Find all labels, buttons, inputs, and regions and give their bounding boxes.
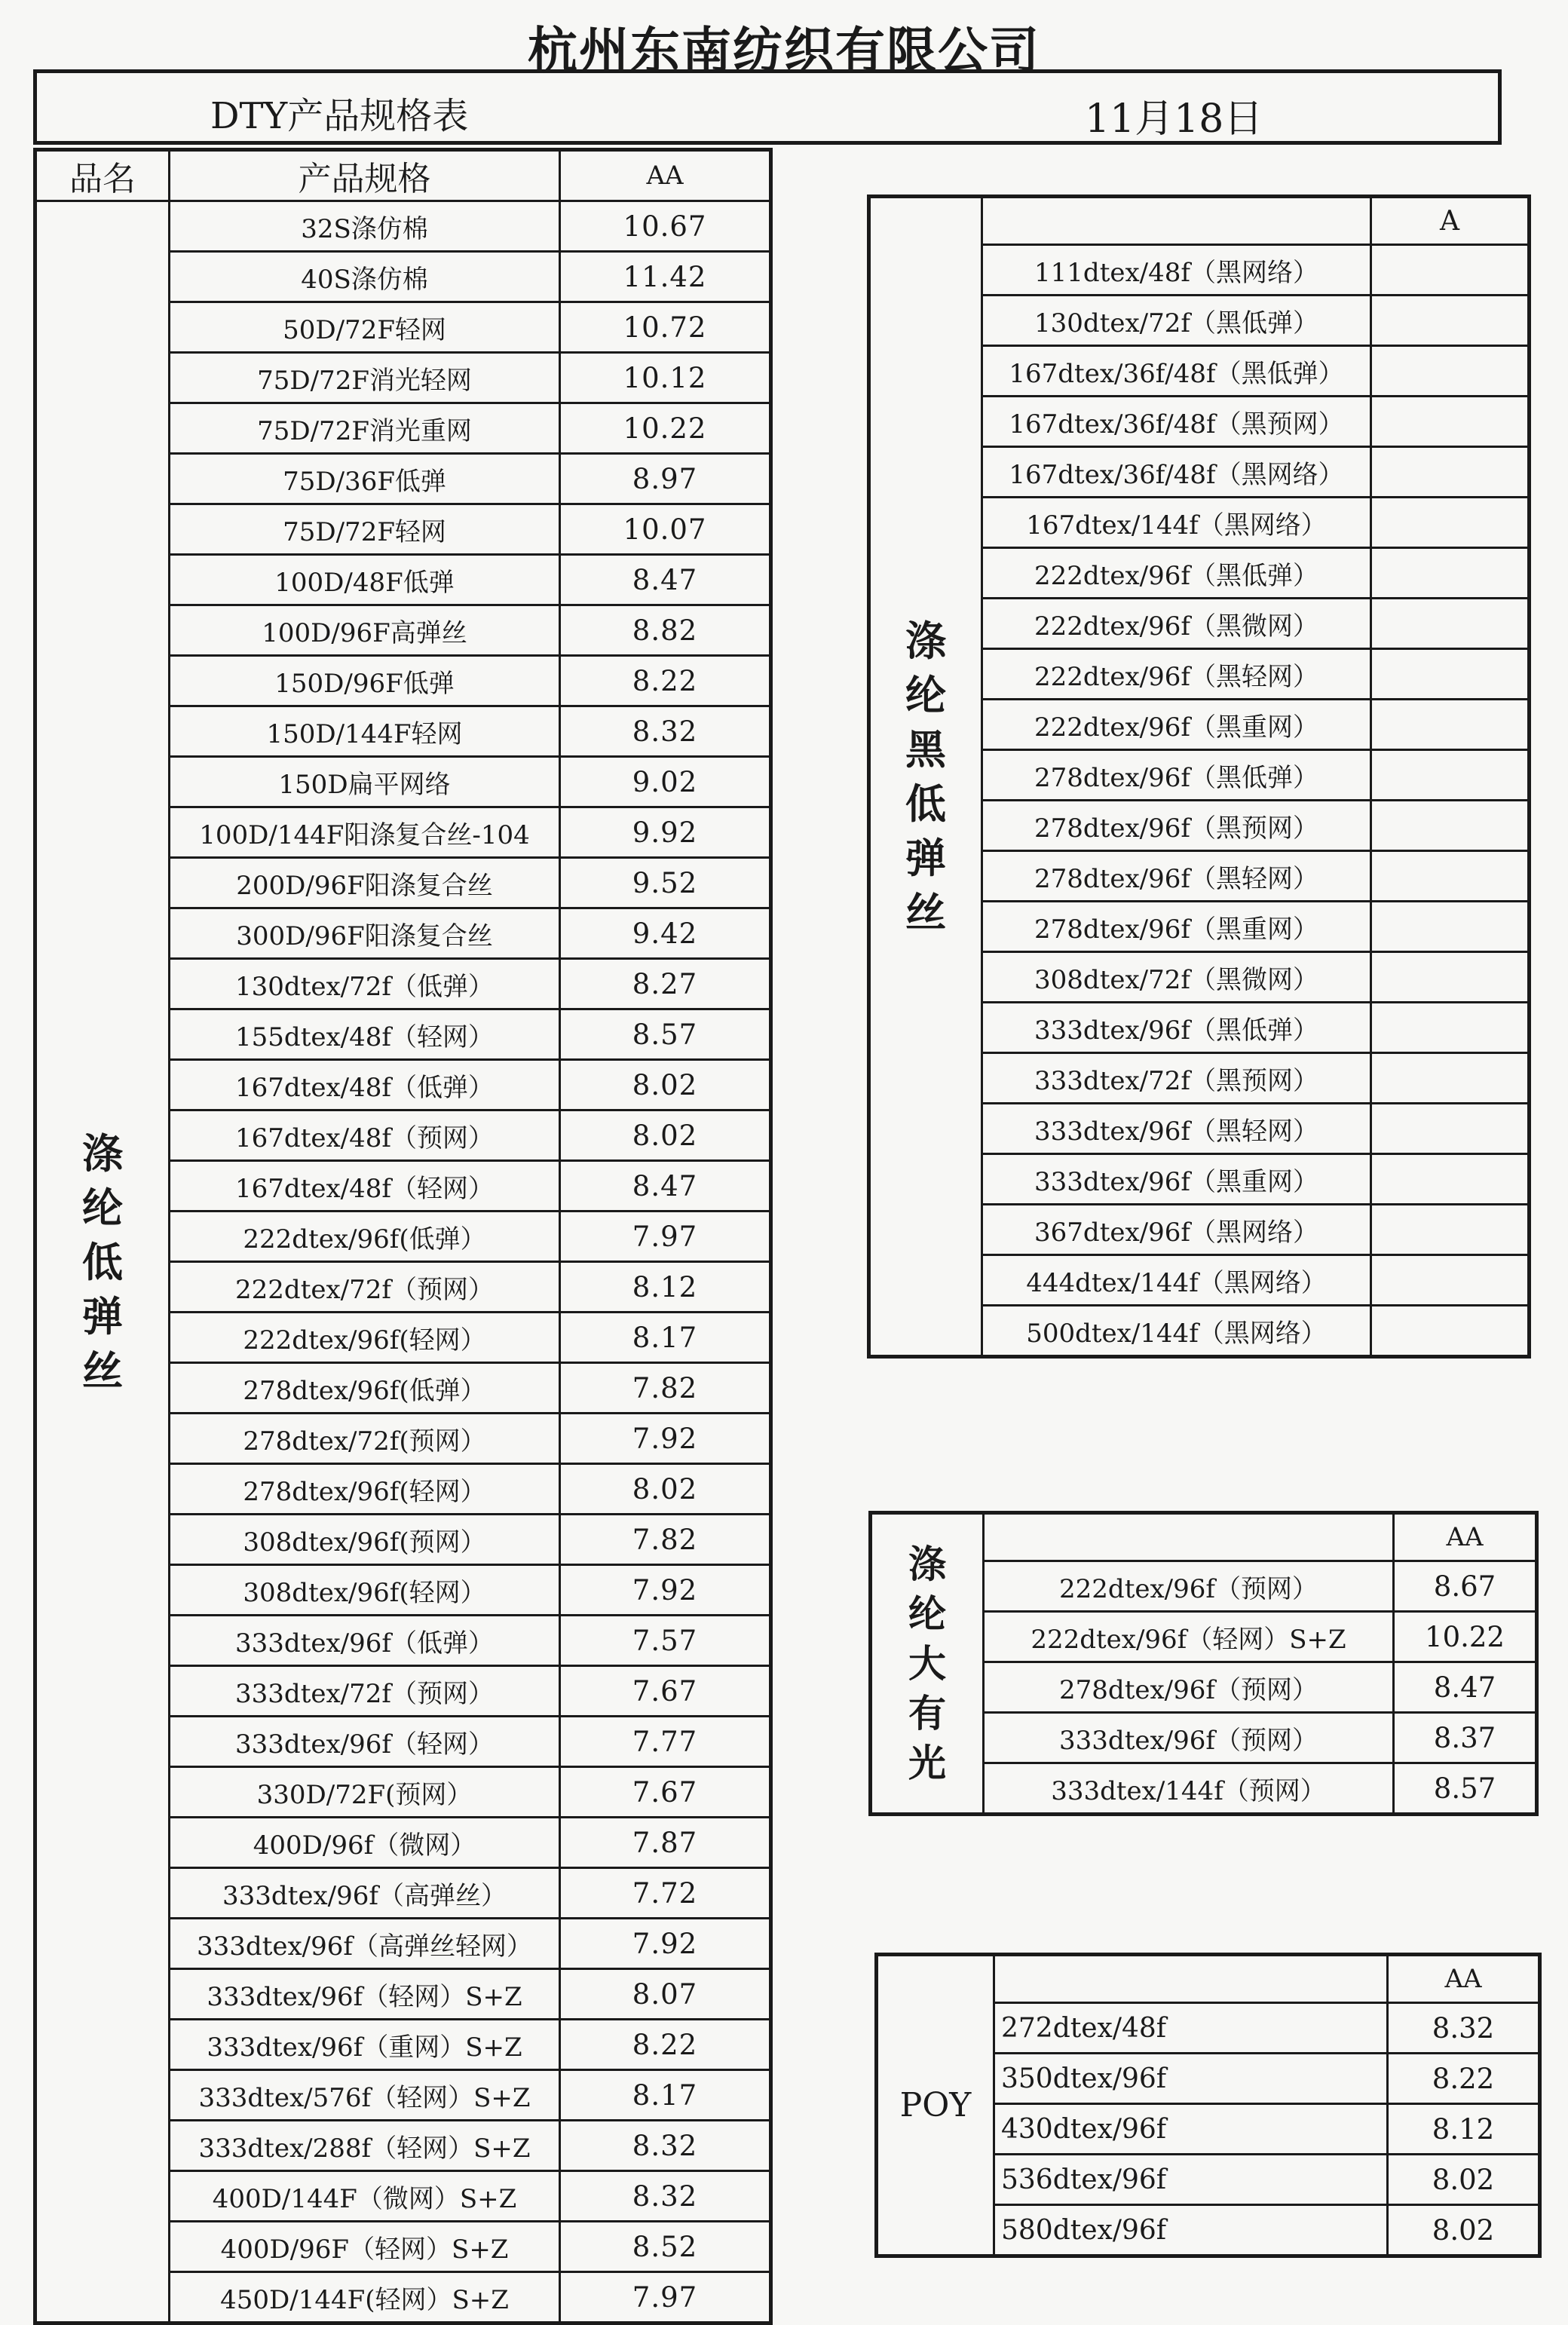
sheet-header	[33, 69, 1502, 145]
price-cell: 8.57	[560, 1009, 771, 1060]
spec-cell: 50D/72F轻网	[170, 302, 560, 353]
price-cell: 9.42	[560, 908, 771, 959]
price-cell: 10.22	[1394, 1612, 1537, 1662]
price-cell: 10.07	[560, 504, 771, 555]
spec-cell: 333dtex/96f（黑低弹）	[982, 1003, 1371, 1053]
spec-cell: 300D/96F阳涤复合丝	[170, 908, 560, 959]
header-spec-blank	[982, 197, 1371, 245]
price-cell	[1371, 1053, 1530, 1104]
black-yarn-table	[867, 195, 1531, 1359]
price-cell	[1371, 1003, 1530, 1053]
spec-cell: 333dtex/96f（高弹丝轻网）	[170, 1919, 560, 1969]
spec-cell: 222dtex/72f（预网）	[170, 1262, 560, 1313]
table-header-row	[877, 1955, 1540, 2003]
price-cell: 8.02	[1388, 2155, 1540, 2205]
spec-cell: 278dtex/72f(预网）	[170, 1414, 560, 1464]
spec-cell: 167dtex/48f（预网）	[170, 1110, 560, 1161]
category-black-low-stretch: 涤 纶 黑 低 弹 丝	[869, 197, 982, 1357]
price-cell: 10.72	[560, 302, 771, 353]
category-poy: POY	[877, 1955, 994, 2256]
spec-cell: 222dtex/96f（黑重网）	[982, 700, 1371, 750]
price-cell: 8.32	[1388, 2003, 1540, 2054]
sheet-date: 11月18日	[1085, 96, 1263, 142]
price-cell: 8.47	[560, 1161, 771, 1212]
spec-cell: 155dtex/48f（轻网）	[170, 1009, 560, 1060]
price-cell: 8.32	[560, 706, 771, 757]
spec-cell: 167dtex/36f/48f（黑低弹）	[982, 346, 1371, 397]
price-cell: 8.52	[560, 2222, 771, 2272]
header-spec-blank	[984, 1513, 1394, 1561]
spec-cell: 308dtex/72f（黑微网）	[982, 952, 1371, 1003]
spec-cell: 130dtex/72f（低弹）	[170, 959, 560, 1009]
spec-cell: 278dtex/96f（黑低弹）	[982, 750, 1371, 801]
spec-cell: 222dtex/96f(轻网）	[170, 1313, 560, 1363]
price-cell	[1371, 1205, 1530, 1255]
price-cell	[1371, 296, 1530, 346]
price-cell: 8.12	[560, 1262, 771, 1313]
spec-cell: 150D扁平网络	[170, 757, 560, 807]
spec-cell: 333dtex/72f（黑预网）	[982, 1053, 1371, 1104]
price-cell: 8.47	[560, 555, 771, 605]
spec-cell: 222dtex/96f（黑轻网）	[982, 649, 1371, 700]
price-cell: 8.17	[560, 1313, 771, 1363]
company-title: 杭州东南纺织有限公司	[528, 21, 1040, 80]
spec-cell: 278dtex/96f(轻网）	[170, 1464, 560, 1515]
spec-cell: 222dtex/96f（预网）	[984, 1561, 1394, 1612]
table-header-row	[35, 150, 771, 201]
spec-cell: 272dtex/48f	[994, 2003, 1388, 2054]
spec-cell: 333dtex/96f（高弹丝）	[170, 1868, 560, 1919]
spec-cell: 308dtex/96f(轻网）	[170, 1565, 560, 1616]
spec-cell: 333dtex/96f（黑轻网）	[982, 1104, 1371, 1154]
price-cell: 8.07	[560, 1969, 771, 2020]
spec-cell: 400D/144F（微网）S+Z	[170, 2171, 560, 2222]
price-cell: 8.02	[560, 1060, 771, 1110]
price-cell	[1371, 1306, 1530, 1357]
price-cell: 7.72	[560, 1868, 771, 1919]
spec-cell: 278dtex/96f(低弹）	[170, 1363, 560, 1414]
price-cell: 7.82	[560, 1515, 771, 1565]
spec-cell: 500dtex/144f（黑网络）	[982, 1306, 1371, 1357]
header-grade: AA	[560, 150, 771, 201]
spec-cell: 367dtex/96f（黑网络）	[982, 1205, 1371, 1255]
price-cell	[1371, 649, 1530, 700]
spec-cell: 167dtex/48f（轻网）	[170, 1161, 560, 1212]
dty-main-table	[33, 148, 773, 2325]
price-cell: 8.02	[560, 1110, 771, 1161]
price-cell: 8.37	[1394, 1713, 1537, 1763]
price-cell: 7.67	[560, 1767, 771, 1818]
spec-cell: 75D/72F消光重网	[170, 403, 560, 454]
price-cell	[1371, 599, 1530, 649]
spec-cell: 333dtex/144f（预网）	[984, 1763, 1394, 1815]
spec-cell: 333dtex/72f（预网）	[170, 1666, 560, 1717]
spec-cell: 167dtex/48f（低弹）	[170, 1060, 560, 1110]
category-low-stretch: 涤 纶 低 弹 丝	[35, 201, 170, 2323]
price-cell	[1371, 952, 1530, 1003]
header-spec-blank	[994, 1955, 1388, 2003]
spec-cell: 333dtex/96f（预网）	[984, 1713, 1394, 1763]
spec-cell: 333dtex/288f（轻网）S+Z	[170, 2121, 560, 2171]
table-header-row	[871, 1513, 1537, 1561]
price-cell	[1371, 750, 1530, 801]
price-cell: 9.92	[560, 807, 771, 858]
spec-cell: 278dtex/96f（黑重网）	[982, 902, 1371, 952]
price-cell	[1371, 902, 1530, 952]
price-cell: 8.47	[1394, 1662, 1537, 1713]
price-cell: 7.57	[560, 1616, 771, 1666]
price-cell: 10.67	[560, 201, 771, 252]
spec-cell: 444dtex/144f（黑网络）	[982, 1255, 1371, 1306]
header-spec: 产品规格	[170, 150, 560, 201]
price-cell: 7.92	[560, 1565, 771, 1616]
spec-cell: 333dtex/96f（轻网）S+Z	[170, 1969, 560, 2020]
price-cell: 8.02	[560, 1464, 771, 1515]
spec-cell: 536dtex/96f	[994, 2155, 1388, 2205]
spec-cell: 150D/96F低弹	[170, 656, 560, 706]
price-cell: 7.92	[560, 1414, 771, 1464]
spec-cell: 333dtex/96f（重网）S+Z	[170, 2020, 560, 2070]
price-cell	[1371, 1154, 1530, 1205]
price-cell: 9.52	[560, 858, 771, 908]
spec-cell: 75D/72F消光轻网	[170, 353, 560, 403]
category-bright: 涤 纶 大 有 光	[871, 1513, 984, 1815]
spec-cell: 40S涤仿棉	[170, 252, 560, 302]
table-header-row	[869, 197, 1530, 245]
price-cell	[1371, 548, 1530, 599]
spec-cell: 32S涤仿棉	[170, 201, 560, 252]
header-grade: A	[1371, 197, 1530, 245]
price-cell: 8.22	[560, 2020, 771, 2070]
poy-table	[874, 1953, 1542, 2258]
spec-cell: 100D/48F低弹	[170, 555, 560, 605]
spec-cell: 75D/36F低弹	[170, 454, 560, 504]
price-cell	[1371, 447, 1530, 498]
price-cell	[1371, 1104, 1530, 1154]
price-cell: 8.02	[1388, 2205, 1540, 2256]
spec-cell: 278dtex/96f（黑轻网）	[982, 851, 1371, 902]
spec-cell: 150D/144F轻网	[170, 706, 560, 757]
spec-cell: 167dtex/36f/48f（黑预网）	[982, 397, 1371, 447]
table-row	[35, 201, 771, 252]
price-cell: 8.22	[560, 656, 771, 706]
price-cell: 8.67	[1394, 1561, 1537, 1612]
spec-cell: 75D/72F轻网	[170, 504, 560, 555]
price-cell	[1371, 245, 1530, 296]
price-cell	[1371, 346, 1530, 397]
price-cell: 8.57	[1394, 1763, 1537, 1815]
spec-cell: 580dtex/96f	[994, 2205, 1388, 2256]
price-cell: 7.87	[560, 1818, 771, 1868]
price-cell: 7.97	[560, 1212, 771, 1262]
price-cell: 7.92	[560, 1919, 771, 1969]
spec-cell: 333dtex/576f（轻网）S+Z	[170, 2070, 560, 2121]
price-cell: 7.97	[560, 2272, 771, 2323]
spec-cell: 308dtex/96f(预网）	[170, 1515, 560, 1565]
price-cell	[1371, 851, 1530, 902]
spec-cell: 167dtex/36f/48f（黑网络）	[982, 447, 1371, 498]
spec-cell: 100D/96F高弹丝	[170, 605, 560, 656]
price-cell	[1371, 801, 1530, 851]
spec-cell: 278dtex/96f（预网）	[984, 1662, 1394, 1713]
price-cell: 8.27	[560, 959, 771, 1009]
price-cell: 11.42	[560, 252, 771, 302]
spec-cell: 200D/96F阳涤复合丝	[170, 858, 560, 908]
price-cell: 8.82	[560, 605, 771, 656]
price-cell: 7.67	[560, 1666, 771, 1717]
header-name: 品名	[35, 150, 170, 201]
price-cell: 8.97	[560, 454, 771, 504]
spec-cell: 450D/144F(轻网）S+Z	[170, 2272, 560, 2323]
spec-cell: 130dtex/72f（黑低弹）	[982, 296, 1371, 346]
spec-cell: 333dtex/96f（低弹）	[170, 1616, 560, 1666]
price-cell	[1371, 700, 1530, 750]
spec-cell: 430dtex/96f	[994, 2104, 1388, 2155]
spec-cell: 167dtex/144f（黑网络）	[982, 498, 1371, 548]
spec-cell: 333dtex/96f（黑重网）	[982, 1154, 1371, 1205]
price-cell: 8.17	[560, 2070, 771, 2121]
spec-cell: 222dtex/96f（黑低弹）	[982, 548, 1371, 599]
spec-cell: 111dtex/48f（黑网络）	[982, 245, 1371, 296]
price-cell: 9.02	[560, 757, 771, 807]
header-grade: AA	[1394, 1513, 1537, 1561]
spec-cell: 400D/96f（微网）	[170, 1818, 560, 1868]
price-cell: 8.32	[560, 2121, 771, 2171]
price-cell: 10.12	[560, 353, 771, 403]
price-cell: 8.32	[560, 2171, 771, 2222]
bright-yarn-table	[868, 1511, 1539, 1816]
spec-cell: 222dtex/96f（黑微网）	[982, 599, 1371, 649]
spec-cell: 222dtex/96f(低弹）	[170, 1212, 560, 1262]
spec-cell: 350dtex/96f	[994, 2054, 1388, 2104]
spec-cell: 333dtex/96f（轻网）	[170, 1717, 560, 1767]
price-cell	[1371, 1255, 1530, 1306]
header-grade: AA	[1388, 1955, 1540, 2003]
price-cell	[1371, 397, 1530, 447]
spec-cell: 278dtex/96f（黑预网）	[982, 801, 1371, 851]
sheet-title: DTY产品规格表	[210, 95, 469, 137]
price-cell: 7.77	[560, 1717, 771, 1767]
spec-cell: 222dtex/96f（轻网）S+Z	[984, 1612, 1394, 1662]
spec-cell: 100D/144F阳涤复合丝-104	[170, 807, 560, 858]
spec-cell: 330D/72F(预网）	[170, 1767, 560, 1818]
price-cell: 7.82	[560, 1363, 771, 1414]
price-cell: 10.22	[560, 403, 771, 454]
spec-cell: 400D/96F（轻网）S+Z	[170, 2222, 560, 2272]
price-cell: 8.22	[1388, 2054, 1540, 2104]
price-cell: 8.12	[1388, 2104, 1540, 2155]
price-cell	[1371, 498, 1530, 548]
